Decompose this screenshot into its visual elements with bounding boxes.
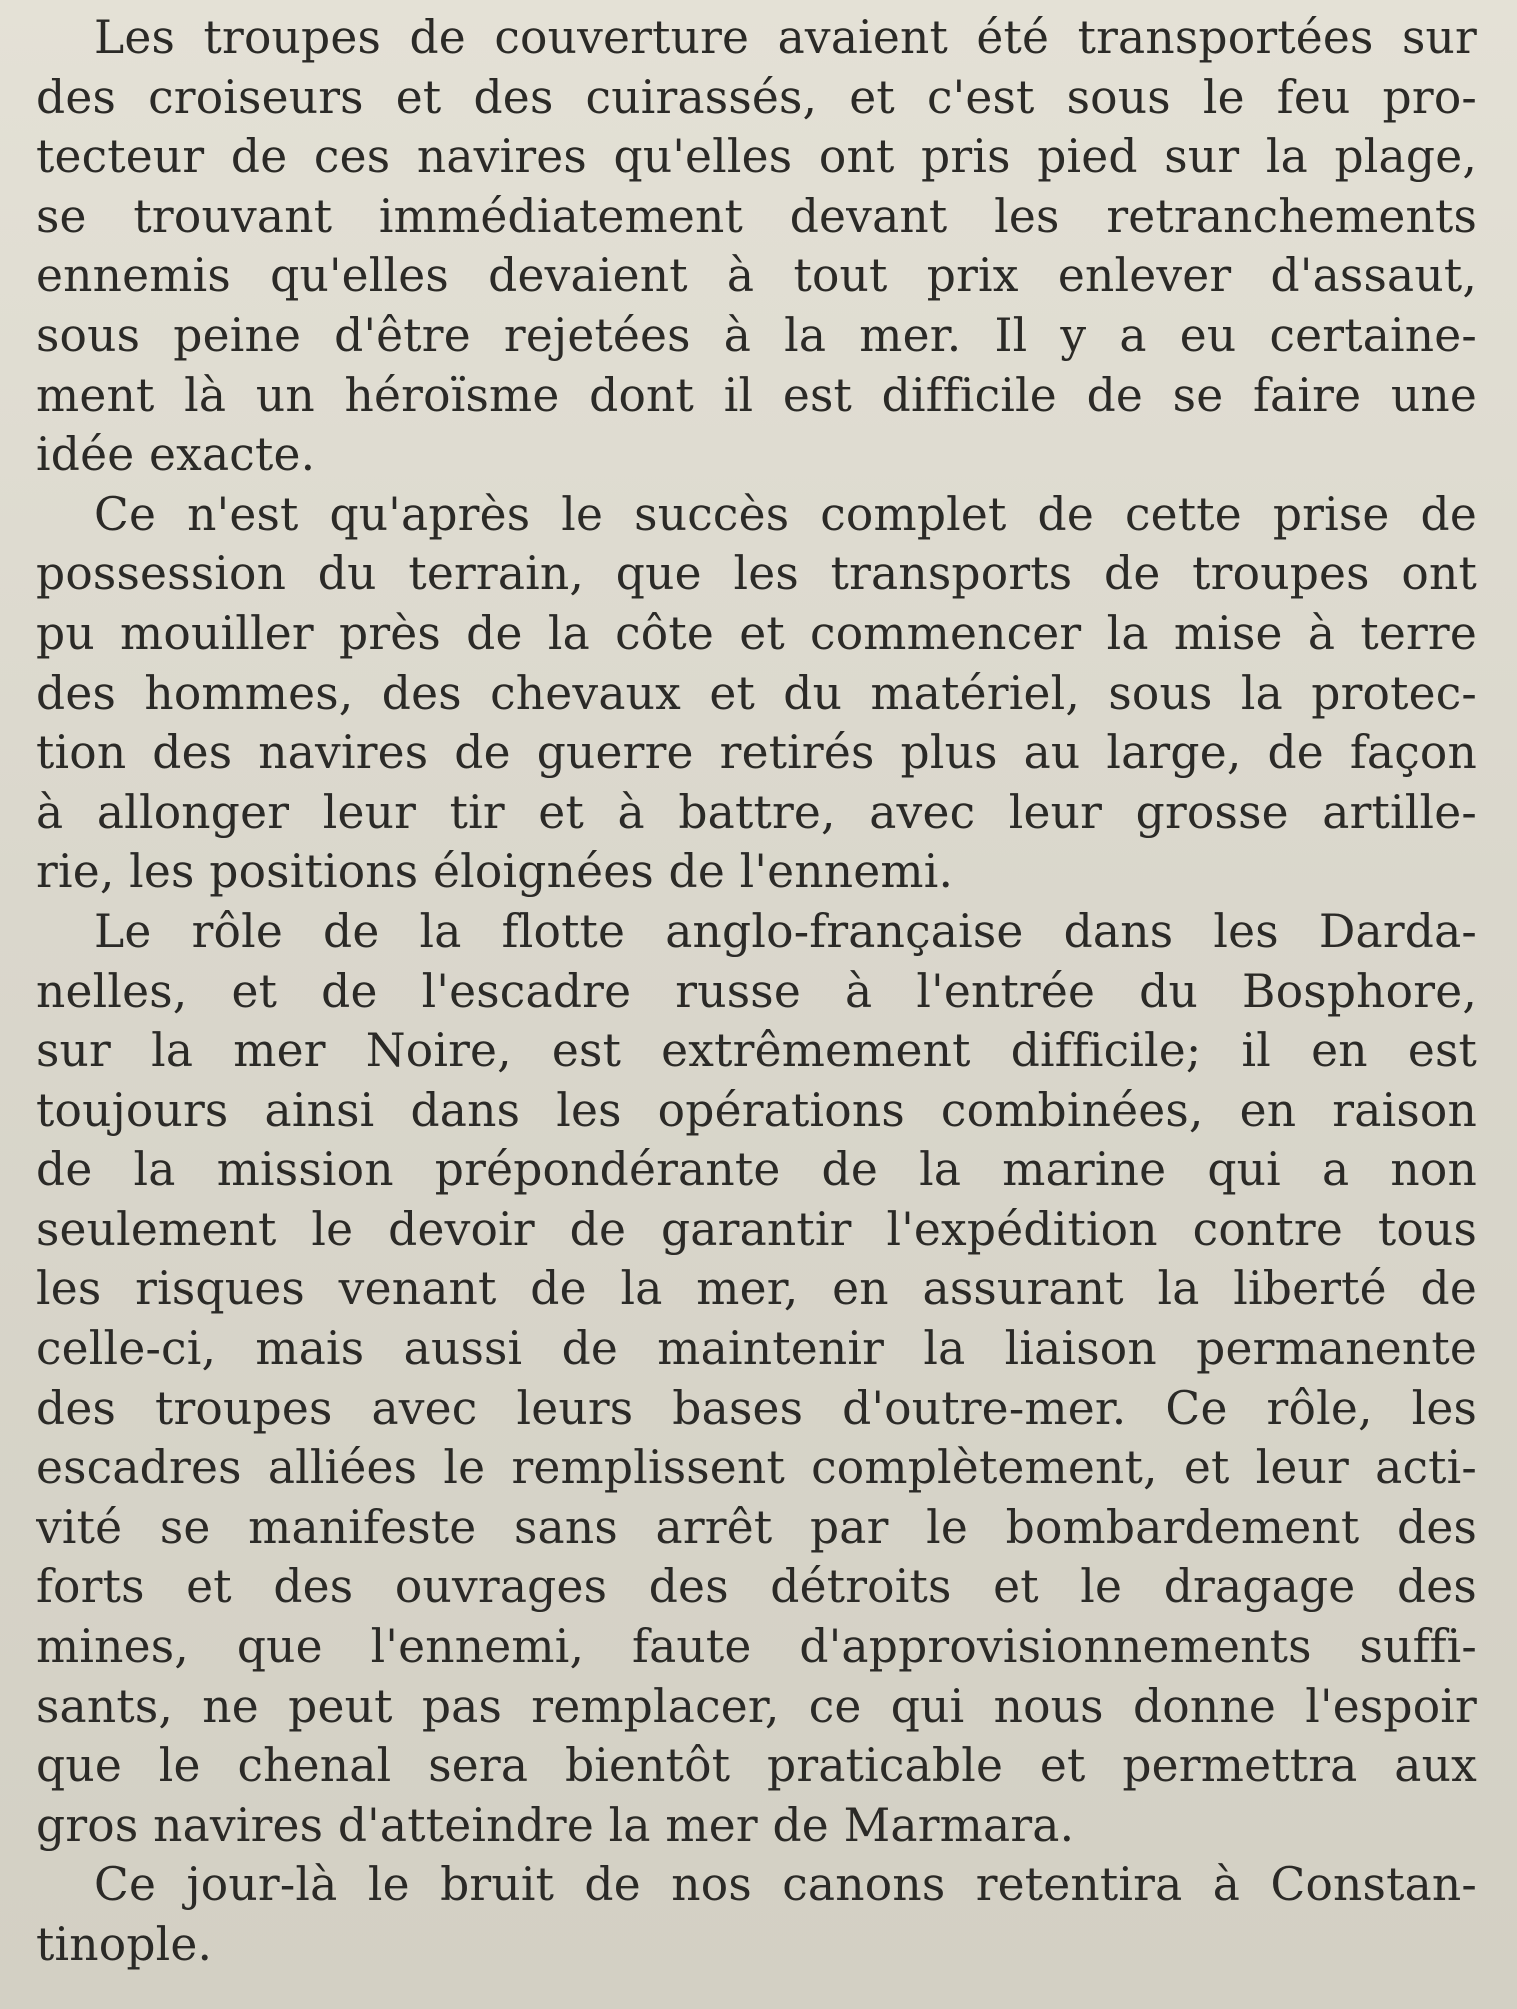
text-line: forts et des ouvrages des détroits et le dragage des (36, 1560, 1477, 1614)
text-line: des hommes, des chevaux et du matériel, sous la protec- (36, 666, 1477, 720)
text-line: sur la mer Noire, est extrêmement difficile; il en est (36, 1024, 1477, 1078)
text-line: tinople. (36, 1918, 213, 1971)
text-line: tion des navires de guerre retirés plus au large, de façon (36, 726, 1477, 780)
text-line: ennemis qu'elles devaient à tout prix enlever d'assaut, (36, 249, 1477, 303)
text-line: à allonger leur tir et à battre, avec leur grosse artille- (36, 785, 1477, 839)
text-line: ment là un héroïsme dont il est difficile de se faire une (36, 368, 1477, 422)
text-line: escadres alliées le remplissent complètement, et leur acti- (36, 1441, 1477, 1495)
text-line: Le rôle de la flotte anglo-française dans les Darda- (94, 904, 1477, 958)
text-line: toujours ainsi dans les opérations combinées, en raison (36, 1083, 1477, 1137)
text-line: idée exacte. (36, 428, 316, 482)
text-line: possession du terrain, que les transports de troupes ont (36, 547, 1477, 601)
text-line: Les troupes de couverture avaient été transportées sur (94, 11, 1477, 64)
text-line: rie, les positions éloignées de l'ennemi. (36, 845, 954, 899)
text-line: celle-ci, mais aussi de maintenir la liaison permanente (36, 1322, 1477, 1376)
paragraph-1 (36, 8, 1477, 485)
paragraph-2 (36, 485, 1477, 902)
text-line: des troupes avec leurs bases d'outre-mer. Ce rôle, les (36, 1381, 1477, 1435)
text-line: pu mouiller près de la côte et commencer la mise à terre (36, 606, 1477, 660)
text-line: que le chenal sera bientôt praticable et permettra aux (36, 1739, 1477, 1793)
paragraph-3 (36, 902, 1477, 1856)
text-line: de la mission prépondérante de la marine qui a non (36, 1143, 1477, 1197)
text-line: Ce n'est qu'après le succès complet de cette prise de (94, 487, 1477, 541)
text-line: les risques venant de la mer, en assurant la liberté de (36, 1262, 1477, 1316)
text-line: Ce jour-là le bruit de nos canons retentira à Constan- (94, 1858, 1477, 1912)
text-line: gros navires d'atteindre la mer de Marmara. (36, 1798, 1075, 1852)
text-line: sants, ne peut pas remplacer, ce qui nous donne l'espoir (36, 1679, 1477, 1733)
text-line: tecteur de ces navires qu'elles ont pris pied sur la plage, (36, 130, 1477, 184)
text-line: seulement le devoir de garantir l'expédition contre tous (36, 1202, 1477, 1256)
paragraph-4 (36, 1855, 1477, 1974)
text-line: vité se manifeste sans arrêt par le bombardement des (36, 1500, 1477, 1554)
text-line: nelles, et de l'escadre russe à l'entrée du Bosphore, (36, 964, 1477, 1018)
text-line: sous peine d'être rejetées à la mer. Il y a eu certaine- (36, 308, 1477, 362)
text-line: des croiseurs et des cuirassés, et c'est sous le feu pro- (36, 70, 1477, 124)
text-line: se trouvant immédiatement devant les retranchements (36, 189, 1477, 243)
text-line: mines, que l'ennemi, faute d'approvisionnements suffi- (36, 1620, 1477, 1674)
